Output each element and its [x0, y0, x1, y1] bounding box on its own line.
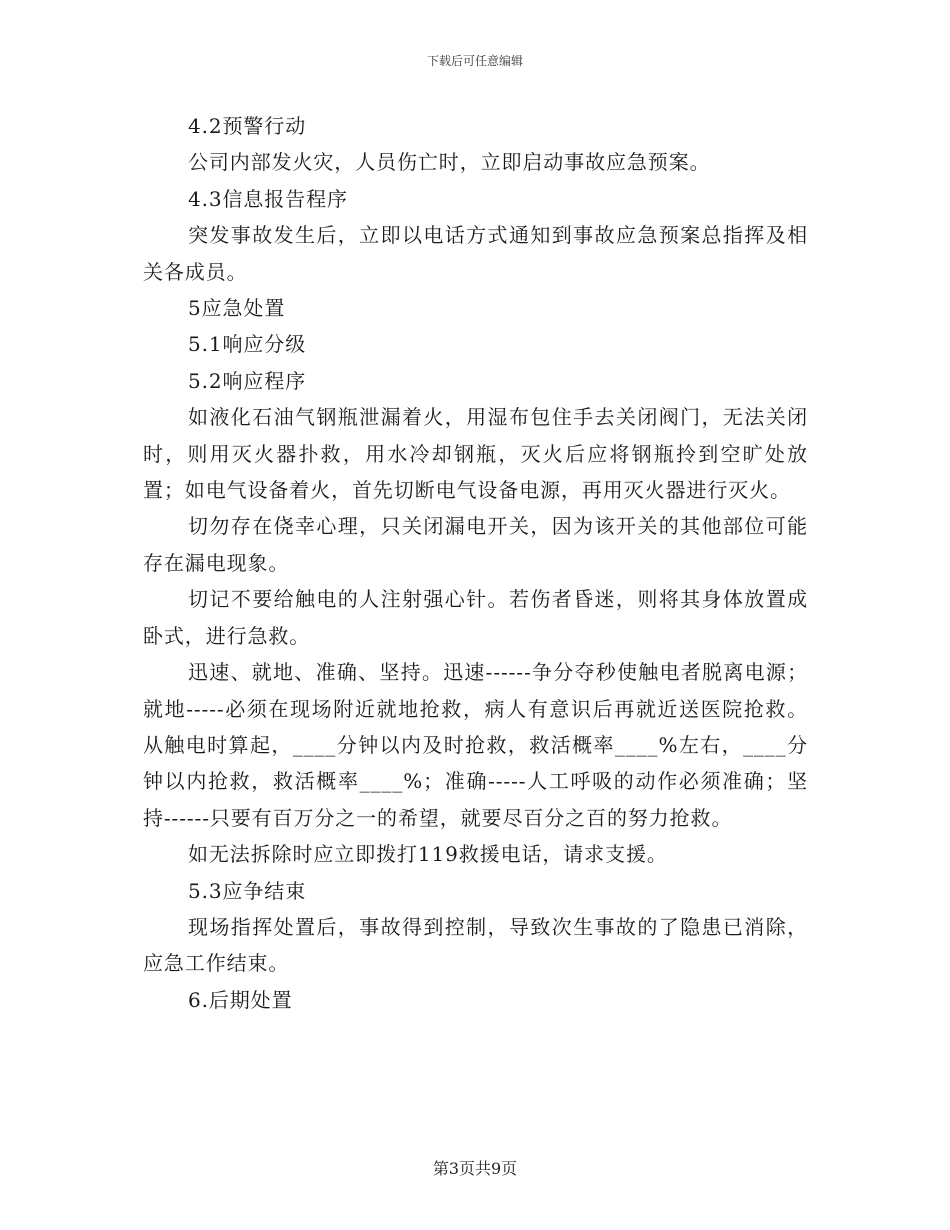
page-number-footer: 第3页共9页 [432, 1159, 518, 1178]
paragraph: 迅速、就地、准确、坚持。迅速------争分夺秒使触电者脱离电源；就地-----必须在现场附近就地抢救，病人有意识后再就近送医院抢救。从触电时算起，____分钟以内及时抢救，救活概率____%左右，____分钟以内抢救，救活概率____%；准确-----人工呼吸的动作必须准确；坚持------只要有百万分之一的希望，就要尽百分之百的努力抢救。 [143, 660, 808, 830]
paragraph: 如无法拆除时应立即拨打119救援电话，请求支援。 [188, 842, 668, 867]
paragraph: 切勿存在侥幸心理，只关闭漏电开关，因为该开关的其他部位可能存在漏电现象。 [143, 514, 808, 575]
paragraph: 切记不要给触电的人注射强心针。若伤者昏迷，则将其身体放置成卧式，进行急救。 [143, 587, 808, 648]
section-heading-4-2: 4.2预警行动 [188, 114, 307, 138]
paragraph: 如液化石油气钢瓶泄漏着火，用湿布包住手去关闭阀门，无法关闭时，则用灭火器扑救，用水冷却钢瓶，灭火后应将钢瓶拎到空旷处放置；如电气设备着火，首先切断电气设备电源，再用灭火器进行灭火。 [143, 405, 808, 503]
section-heading-5-1: 5.1响应分级 [188, 332, 307, 357]
paragraph: 突发事故发生后，立即以电话方式通知到事故应急预案总指挥及相关各成员。 [143, 223, 808, 284]
section-heading-6: 6.后期处置 [188, 987, 293, 1012]
document-body [143, 108, 808, 1018]
section-heading-5-2: 5.2响应程序 [188, 368, 307, 393]
section-heading-5: 5应急处置 [188, 296, 286, 321]
page-header-note: 下载后可任意编辑 [426, 54, 523, 68]
section-heading-4-3: 4.3信息报告程序 [188, 186, 348, 211]
paragraph: 现场指挥处置后，事故得到控制，导致次生事故的了隐患已消除，应急工作结束。 [143, 914, 808, 976]
paragraph: 公司内部发火灾，人员伤亡时，立即启动事故应急预案。 [188, 150, 711, 175]
section-heading-5-3: 5.3应争结束 [188, 878, 307, 903]
